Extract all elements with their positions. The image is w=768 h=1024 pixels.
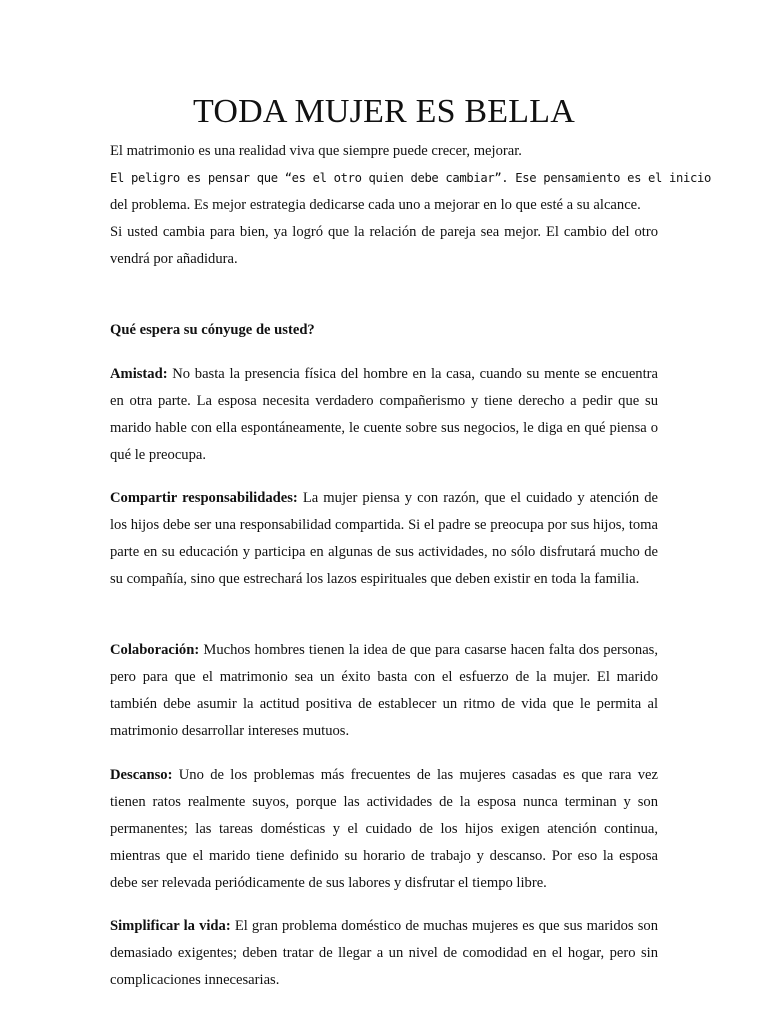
section-heading: Compartir responsabilidades: (110, 490, 298, 506)
section-colaboracion (110, 637, 658, 745)
document-title: TODA MUJER ES BELLA (193, 93, 575, 130)
intro-line-1: El matrimonio es una realidad viva que siempre puede crecer, mejorar. (110, 143, 522, 159)
section-text: La mujer piensa y con razón, que el cuidado y atención de los hijos debe ser una responsabilidad compartida. Si el padre se preocupa por sus hijos, toma parte en su educación y participa en algunas de sus actividades, no sólo disfrutará mucho de su compañía, sino que estrechará los lazos espirituales que deben existir en toda la familia. (110, 490, 658, 587)
section-text: El gran problema doméstico de muchas mujeres es que sus maridos son demasiado exigentes; deben tratar de llegar a un nivel de comodidad en el hogar, pero sin complicaciones innecesarias. (110, 918, 658, 988)
intro-line-4: Si usted cambia para bien, ya logró que la relación de pareja sea mejor. El cambio del otro vendrá por añadidura. (110, 224, 658, 267)
section-descanso (110, 762, 658, 897)
section-heading: Simplificar la vida: (110, 918, 231, 934)
section-text: Uno de los problemas más frecuentes de las mujeres casadas es que rara vez tienen ratos realmente suyos, porque las actividades de la esposa nunca terminan y son permanentes; las tareas domésticas y el cuidado de los hijos exigen atención continua, mientras que el marido tiene definido su horario de trabajo y descanso. Por eso la esposa debe ser relevada periódicamente de sus labores y disfrutar el tiempo libre. (110, 767, 658, 891)
section-heading: Amistad: (110, 366, 168, 382)
section-text: Muchos hombres tienen la idea de que para casarse hacen falta dos personas, pero para que el matrimonio sea un éxito basta con el esfuerzo de la mujer. El marido también debe asumir la actitud positiva de establecer un ritmo de vida que le permita al matrimonio desarrollar intereses mutuos. (110, 642, 658, 739)
section-text: No basta la presencia física del hombre en la casa, cuando su mente se encuentra en otra parte. La esposa necesita verdadero compañerismo y tiene derecho a pedir que su marido hable con ella espontáneamente, le cuente sobre sus negocios, le diga en qué piensa o qué le preocupa. (110, 366, 658, 463)
intro-line-2: El peligro es pensar que “es el otro quien debe cambiar”. Ese pensamiento es el inicio (110, 171, 711, 185)
intro-paragraph (110, 138, 711, 273)
question-heading: Qué espera su cónyuge de usted? (110, 322, 315, 338)
section-amistad (110, 361, 658, 469)
section-heading: Colaboración: (110, 642, 200, 658)
section-heading: Descanso: (110, 767, 173, 783)
intro-line-3: del problema. Es mejor estrategia dedicarse cada uno a mejorar en lo que esté a su alcance. (110, 197, 641, 213)
section-compartir-responsabilidades (110, 485, 658, 593)
section-simplificar-la-vida (110, 913, 658, 994)
